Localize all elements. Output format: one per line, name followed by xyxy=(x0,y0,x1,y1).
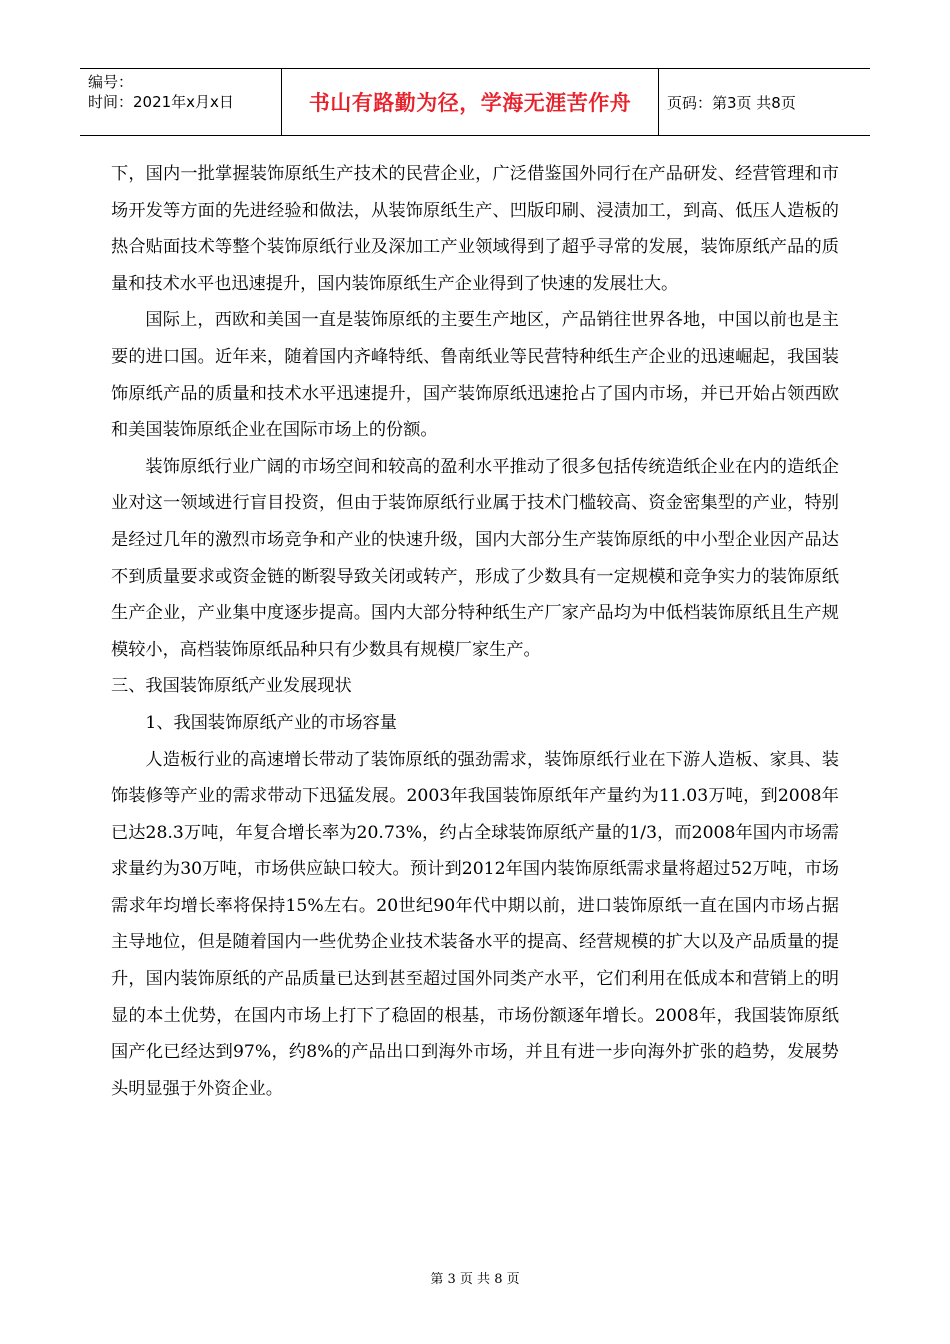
page-footer: 第 3 页 共 8 页 xyxy=(430,1272,520,1287)
header-info-cell xyxy=(80,69,282,135)
paragraph-3: 装饰原纸行业广阔的市场空间和较高的盈利水平推动了很多包括传统造纸企业在内的造纸企业对这一领域进行盲目投资，但由于装饰原纸行业属于技术门槛较高、资金密集型的产业，特别是经过几年的激烈市场竞争和产业的快速升级，国内大部分生产装饰原纸的中小型企业因产品达不到质量要求或资金链的断裂导致关闭或转产，形成了少数具有一定规模和竞争实力的装饰原纸生产企业，产业集中度逐步提高。国内大部分特种纸生产厂家产品均为中低档装饰原纸且生产规模较小，高档装饰原纸品种只有少数具有规模厂家生产。 xyxy=(111,456,839,660)
document-number-label: 编号： xyxy=(88,73,134,91)
header-motto: 书山有路勤为径，学海无涯苦作舟 xyxy=(282,69,659,135)
subsection-heading-3-1: 1、我国装饰原纸产业的市场容量 xyxy=(145,712,397,733)
document-body xyxy=(111,156,839,1107)
paragraph-2: 国际上，西欧和美国一直是装饰原纸的主要生产地区，产品销往世界各地，中国以前也是主要的进口国。近年来，随着国内齐峰特纸、鲁南纸业等民营特种纸生产企业的迅速崛起，我国装饰原纸产品的质量和技术水平迅速提升，国产装饰原纸迅速抢占了国内市场，并已开始占领西欧和美国装饰原纸企业在国际市场上的份额。 xyxy=(111,310,839,441)
page-header xyxy=(80,68,870,136)
paragraph-4: 人造板行业的高速增长带动了装饰原纸的强劲需求，装饰原纸行业在下游人造板、家具、装饰装修等产业的需求带动下迅猛发展。2003年我国装饰原纸年产量约为11.03万吨，到2008年已达28.3万吨，年复合增长率为20.73%，约占全球装饰原纸产量的1/3，而2008年国内市场需求量约为30万吨，市场供应缺口较大。预计到2012年国内装饰原纸需求量将超过52万吨，市场需求年均增长率将保持15%左右。20世纪90年代中期以前，进口装饰原纸一直在国内市场占据主导地位，但是随着国内一些优势企业技术装备水平的提高、经营规模的扩大以及产品质量的提升，国内装饰原纸的产品质量已达到甚至超过国外同类产水平，它们利用在低成本和营销上的明显的本土优势，在国内市场上打下了稳固的根基，市场份额逐年增长。2008年，我国装饰原纸国产化已经达到97%，约8%的产品出口到海外市场，并且有进一步向海外扩张的趋势，发展势头明显强于外资企业。 xyxy=(111,749,839,1099)
section-heading-3: 三、我国装饰原纸产业发展现状 xyxy=(111,676,352,697)
document-time-label: 时间：2021年x月x日 xyxy=(88,93,234,111)
paragraph-1: 下，国内一批掌握装饰原纸生产技术的民营企业，广泛借鉴国外同行在产品研发、经营管理和市场开发等方面的先进经验和做法，从装饰原纸生产、凹版印刷、浸渍加工，到高、低压人造板的热合贴面技术等整个装饰原纸行业及深加工产业领域得到了超乎寻常的发展，装饰原纸产品的质量和技术水平也迅速提升，国内装饰原纸生产企业得到了快速的发展壮大。 xyxy=(111,164,839,294)
header-page-number: 页码：第3页 共8页 xyxy=(667,93,796,112)
